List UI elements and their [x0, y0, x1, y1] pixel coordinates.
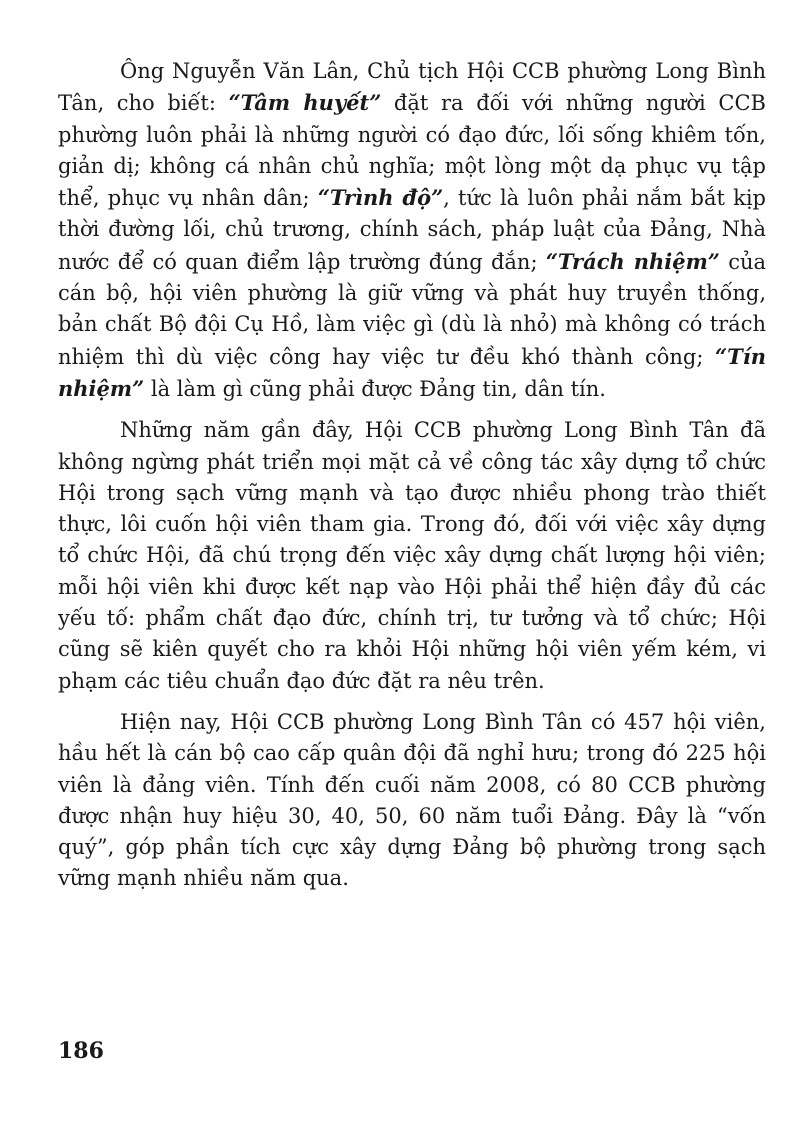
- text-segment: Những năm gần đây, Hội CCB phường Long Bình Tân đã không ngừng phát triển mọi mặt cả về công tác xây dựng tổ chức Hội trong sạch vững mạnh và tạo được nhiều phong trào thiết thực, lôi cuốn hội viên tham gia. Trong đó, đối với việc xây dựng tổ chức Hội, đã chú trọng đến việc xây dựng chất lượng hội viên; mỗi hội viên khi được kết nạp vào Hội phải thể hiện đầy đủ các yếu tố: phẩm chất đạo đức, chính trị, tư tưởng và tổ chức; Hội cũng sẽ kiên quyết cho ra khỏi Hội những hội viên yếm kém, vi phạm các tiêu chuẩn đạo đức đặt ra nêu trên.: [58, 418, 766, 693]
- emphasis-term: “Trách nhiệm”: [545, 248, 720, 274]
- emphasis-term: “Trình độ”: [317, 185, 444, 211]
- paragraph-3: [58, 707, 766, 895]
- paragraph-1: [58, 56, 766, 405]
- text-segment: Hiện nay, Hội CCB phường Long Bình Tân có 457 hội viên, hầu hết là cán bộ cao cấp quân đội đã nghỉ hưu; trong đó 225 hội viên là đảng viên. Tính đến cuối năm 2008, có 80 CCB phường được nhận huy hiệu 30, 40, 50, 60 năm tuổi Đảng. Đây là “vốn quý”, góp phần tích cực xây dựng Đảng bộ phường trong sạch vững mạnh nhiều năm qua.: [58, 709, 766, 891]
- page-body: [58, 56, 766, 895]
- text-segment: Ông Nguyễn Văn Lân, Chủ tịch Hội CCB phường Long Bình Tân, cho biết:: [58, 59, 766, 116]
- text-segment: của cán bộ, hội viên phường là giữ vững và phát huy truyền thống, bản chất Bộ đội Cụ Hồ, làm việc gì (dù là nhỏ) mà không có trách nhiệm thì dù việc công hay việc tư đều khó thành công;: [58, 249, 766, 369]
- emphasis-term: “Tín nhiệm”: [58, 343, 766, 401]
- text-segment: , tức là luôn phải nắm bắt kịp thời đường lối, chủ trương, chính sách, pháp luật của Đảng, Nhà nước để có quan điểm lập trường đúng đắn;: [58, 186, 766, 274]
- page-number: 186: [58, 1038, 104, 1064]
- text-segment: là làm gì cũng phải được Đảng tin, dân tín.: [144, 376, 606, 401]
- emphasis-term: “Tâm huyết”: [228, 90, 382, 116]
- paragraph-2: [58, 415, 766, 697]
- text-segment: đặt ra đối với những người CCB phường luôn phải là những người có đạo đức, lối sống khiêm tốn, giản dị; không cá nhân chủ nghĩa; một lòng một dạ phục vụ tập thể, phục vụ nhân dân;: [58, 91, 766, 211]
